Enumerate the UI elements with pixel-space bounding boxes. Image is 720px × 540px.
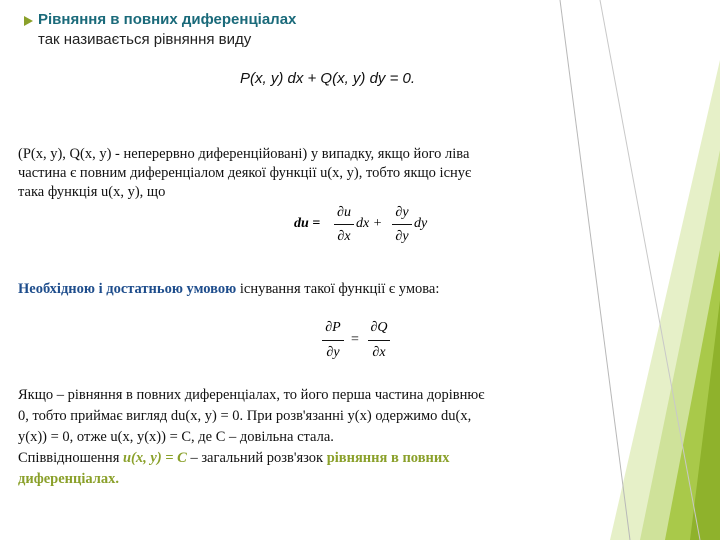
equals-sign: = xyxy=(351,332,359,347)
formula-du-mid: dx + xyxy=(356,216,383,231)
slide-subtitle: так називається рівняння виду xyxy=(38,31,252,48)
fraction-numerator: ∂Q xyxy=(370,320,388,335)
condition-highlight: Необхідною і достатньою умовою xyxy=(18,281,237,297)
fraction-denominator: ∂y xyxy=(395,229,409,244)
highlight-text: диференціалах. xyxy=(18,471,120,487)
fraction-numerator: ∂u xyxy=(337,205,351,220)
paragraph-line: частина є повним диференціалом деякої функції u(x, y), тобто якщо існує xyxy=(18,165,472,181)
paragraph-line: y(x)) = 0, отже u(x, y(x)) = C, де C – довільна стала. xyxy=(18,429,334,445)
formula-du-end: dy xyxy=(414,216,428,231)
paragraph-line: Якщо – рівняння в повних диференціалах, то його перша частина дорівнює xyxy=(18,387,485,403)
fraction-denominator: ∂x xyxy=(337,229,351,244)
paragraph-solution xyxy=(18,385,484,490)
fraction-denominator: ∂y xyxy=(326,345,340,360)
paragraph-definition xyxy=(18,145,471,202)
fraction-denominator: ∂x xyxy=(372,345,386,360)
bullet-arrow-icon xyxy=(24,16,33,26)
paragraph-line xyxy=(18,448,484,469)
fraction-numerator: ∂P xyxy=(325,320,341,335)
condition-text xyxy=(18,281,439,298)
slide-title: Рівняння в повних диференціалах xyxy=(38,11,297,28)
condition-rest: існування такої функції є умова: xyxy=(236,281,440,297)
highlight-text: рівняння в повних xyxy=(326,450,450,466)
text-span: – загальний розв'язок xyxy=(186,450,327,466)
formula-du-lhs: du = xyxy=(294,216,321,231)
fraction-numerator: ∂y xyxy=(395,205,409,220)
paragraph-line: 0, тобто приймає вигляд du(x, y) = 0. При розв'язанні y(x) одержимо du(x, xyxy=(18,408,472,424)
highlight-formula: u(x, y) = C xyxy=(122,450,187,466)
paragraph-line: (P(x, y), Q(x, y) - неперервно диференційовані) у випадку, якщо його ліва xyxy=(18,146,470,162)
text-span: Співвідношення xyxy=(18,450,123,466)
main-equation: P(x, y) dx + Q(x, y) dy = 0. xyxy=(240,70,416,87)
paragraph-line: така функція u(x, y), що xyxy=(18,184,166,200)
